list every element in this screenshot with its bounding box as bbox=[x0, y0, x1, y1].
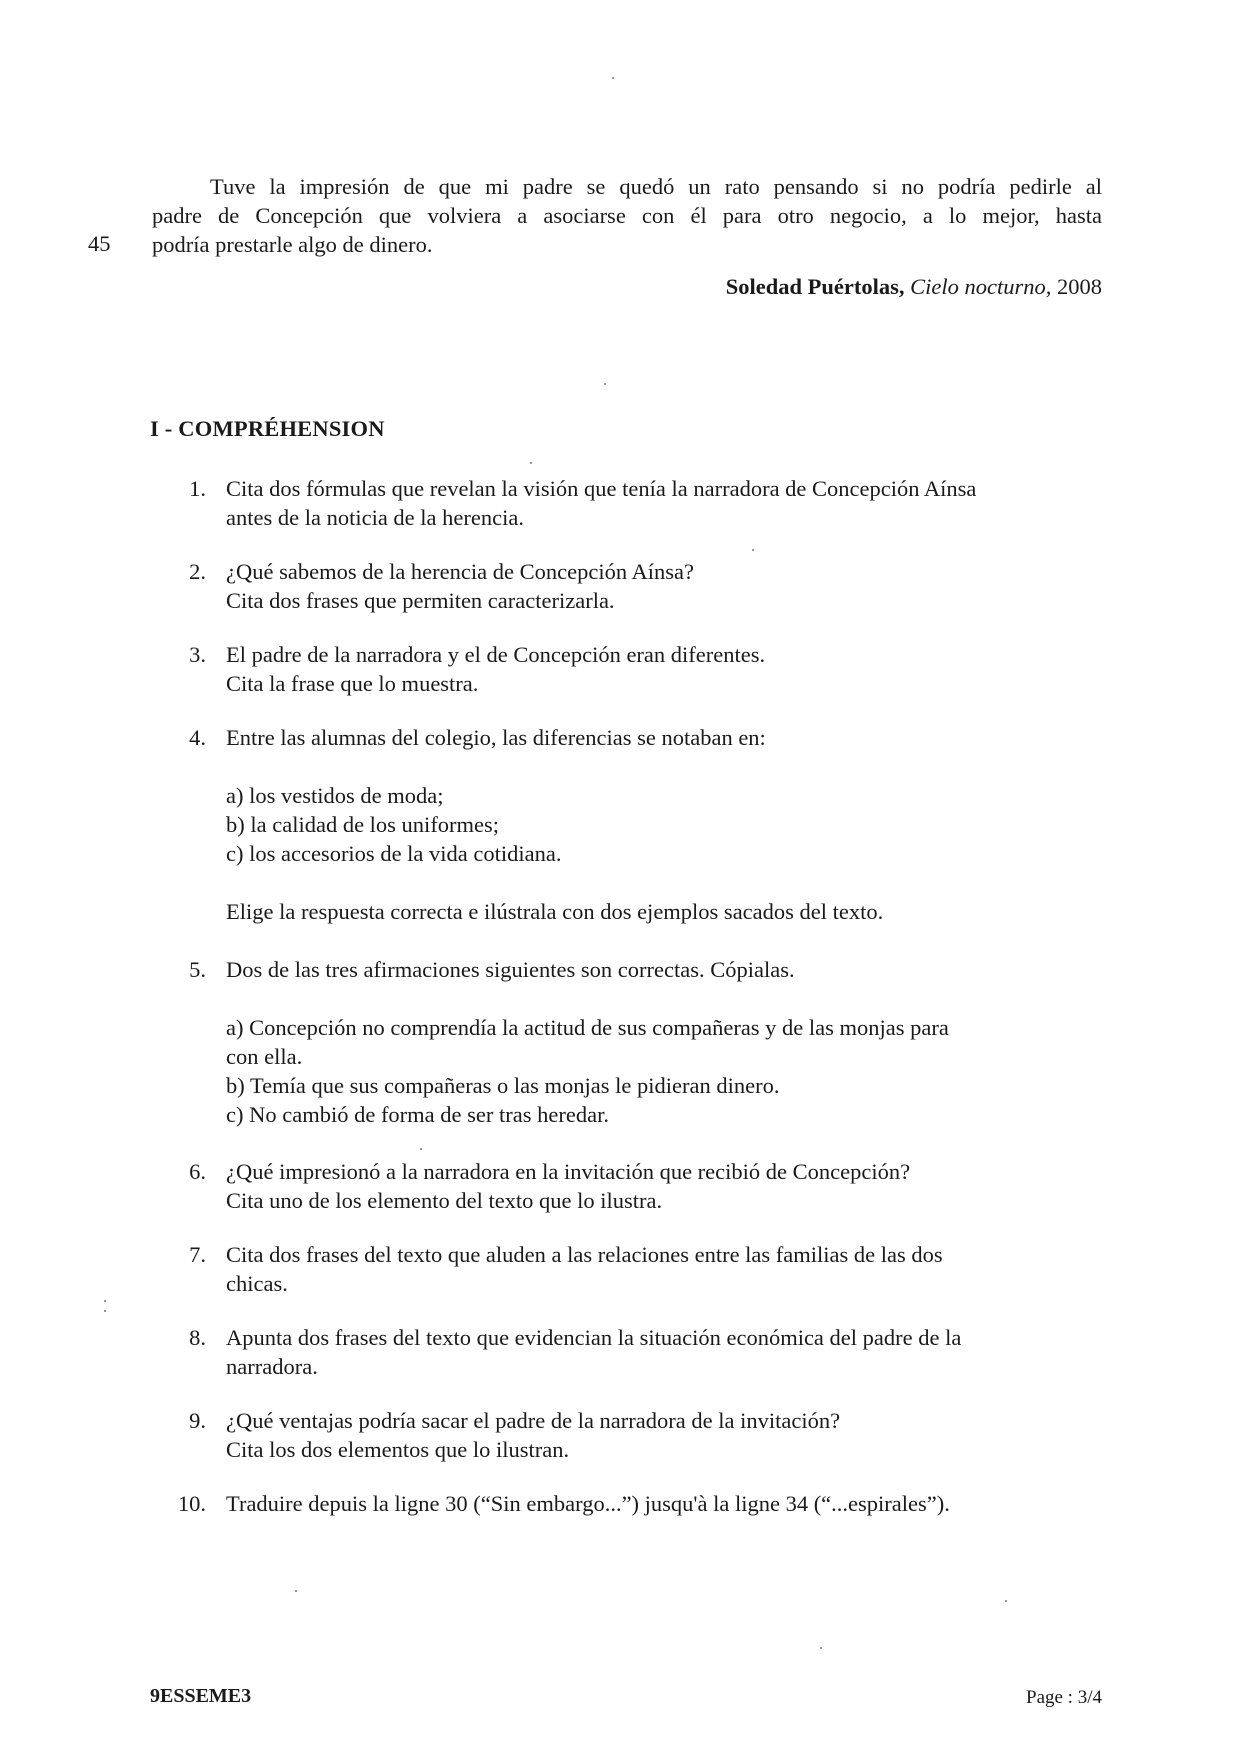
question-9 bbox=[170, 1406, 1116, 1464]
question-number: 6. bbox=[189, 1159, 206, 1184]
line-number: 45 bbox=[88, 231, 111, 256]
question-line: chicas. bbox=[226, 1271, 288, 1296]
question-number: 8. bbox=[189, 1325, 206, 1350]
question-number: 10. bbox=[177, 1491, 206, 1516]
intro-line: podría prestarle algo de dinero. bbox=[152, 232, 433, 257]
scan-speck bbox=[104, 1310, 106, 1312]
question-instruction: Elige la respuesta correcta e ilústrala con dos ejemplos sacados del texto. bbox=[226, 899, 884, 924]
question-3 bbox=[170, 640, 1116, 698]
footer-exam-code: 9ESSEME3 bbox=[150, 1685, 252, 1707]
scan-speck bbox=[612, 77, 614, 79]
question-1 bbox=[170, 474, 1116, 532]
question-option: c) No cambió de forma de ser tras heredar. bbox=[226, 1102, 609, 1127]
question-10 bbox=[170, 1489, 1116, 1518]
scan-speck bbox=[604, 383, 606, 385]
question-8 bbox=[170, 1323, 1116, 1381]
section-heading: I - COMPRÉHENSION bbox=[150, 416, 385, 441]
question-line: ¿Qué ventajas podría sacar el padre de la narradora de la invitación? bbox=[226, 1408, 841, 1433]
question-line: Cita los dos elementos que lo ilustran. bbox=[226, 1437, 570, 1462]
question-line: Dos de las tres afirmaciones siguientes son correctas. Cópialas. bbox=[226, 957, 795, 982]
question-line: Entre las alumnas del colegio, las diferencias se notaban en: bbox=[226, 725, 766, 750]
question-option: b) la calidad de los uniformes; bbox=[226, 812, 500, 837]
question-line: antes de la noticia de la herencia. bbox=[226, 505, 524, 530]
question-option: con ella. bbox=[226, 1044, 303, 1069]
question-option: c) los accesorios de la vida cotidiana. bbox=[226, 841, 562, 866]
question-number: 3. bbox=[189, 642, 206, 667]
question-line: Cita dos frases que permiten caracterizarla. bbox=[226, 588, 615, 613]
citation-author: Soledad Puértolas, bbox=[725, 274, 905, 299]
question-number: 7. bbox=[189, 1242, 206, 1267]
question-number: 1. bbox=[189, 476, 206, 501]
question-5 bbox=[170, 955, 1116, 1129]
question-option: a) Concepción no comprendía la actitud de sus compañeras y de las monjas para bbox=[226, 1015, 949, 1040]
question-line: narradora. bbox=[226, 1354, 318, 1379]
scan-speck bbox=[530, 462, 532, 464]
question-line: Traduire depuis la ligne 30 (“Sin embargo...”) jusqu'à la ligne 34 (“...espirales”). bbox=[226, 1491, 950, 1516]
question-6 bbox=[170, 1157, 1116, 1215]
footer-page-number: Page : 3/4 bbox=[1026, 1687, 1102, 1708]
question-line: Cita dos fórmulas que revelan la visión que tenía la narradora de Concepción Aínsa bbox=[226, 476, 977, 501]
question-line: Cita la frase que lo muestra. bbox=[226, 671, 479, 696]
intro-line: padre de Concepción que volviera a asociarse con él para otro negocio, a lo mejor, hasta bbox=[152, 203, 1102, 228]
scan-speck bbox=[104, 1300, 106, 1302]
scan-speck bbox=[752, 549, 754, 551]
question-line: Cita dos frases del texto que aluden a las relaciones entre las familias de las dos bbox=[226, 1242, 943, 1267]
question-line: ¿Qué sabemos de la herencia de Concepción Aínsa? bbox=[226, 559, 694, 584]
scan-speck bbox=[820, 1647, 822, 1649]
scan-speck bbox=[1005, 1600, 1007, 1602]
question-line: Cita uno de los elemento del texto que lo ilustra. bbox=[226, 1188, 663, 1213]
scan-speck bbox=[295, 1590, 297, 1592]
citation-work: Cielo nocturno, bbox=[910, 274, 1052, 299]
intro-line: Tuve la impresión de que mi padre se quedó un rato pensando si no podría pedirle al bbox=[210, 174, 1102, 199]
question-2 bbox=[170, 557, 1116, 615]
scan-speck bbox=[420, 1148, 422, 1150]
question-option: a) los vestidos de moda; bbox=[226, 783, 444, 808]
question-number: 9. bbox=[189, 1408, 206, 1433]
question-line: El padre de la narradora y el de Concepción eran diferentes. bbox=[226, 642, 766, 667]
question-option: b) Temía que sus compañeras o las monjas le pidieran dinero. bbox=[226, 1073, 780, 1098]
question-number: 2. bbox=[189, 559, 206, 584]
citation-year: 2008 bbox=[1057, 274, 1102, 299]
question-line: ¿Qué impresionó a la narradora en la invitación que recibió de Concepción? bbox=[226, 1159, 911, 1184]
question-line: Apunta dos frases del texto que evidencian la situación económica del padre de la bbox=[226, 1325, 962, 1350]
question-number: 4. bbox=[189, 725, 206, 750]
intro-paragraph bbox=[152, 172, 1102, 259]
question-4 bbox=[170, 723, 1116, 926]
citation bbox=[726, 274, 1102, 300]
question-7 bbox=[170, 1240, 1116, 1298]
question-number: 5. bbox=[189, 957, 206, 982]
